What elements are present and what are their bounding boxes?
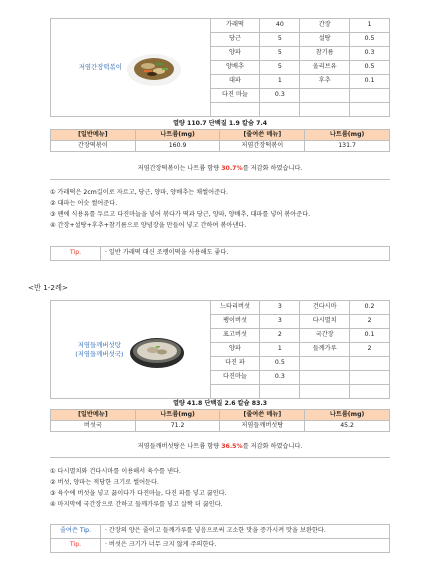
dish1-name-cell [51, 19, 211, 117]
ing-amount: 40 [260, 19, 300, 33]
compare-cell: 저염간장떡볶이 [220, 141, 305, 152]
note-text: 를 저감화 하였습니다. [242, 165, 303, 172]
ing-name [300, 89, 350, 103]
section-title: <반 1-2례> [28, 283, 68, 292]
ing-amount: 0.5 [260, 357, 300, 371]
ing-name: 표고버섯 [210, 329, 260, 343]
ing-name: 들깨가루 [300, 343, 350, 357]
dish1-steps [50, 187, 400, 231]
sodium-reduction-percent: 36.5% [221, 443, 243, 450]
compare-header: [줄여쓴 메뉴] [220, 130, 305, 141]
dish2-name-line2: (저염들깨버섯국) [75, 349, 124, 358]
ing-name: 국간장 [300, 329, 350, 343]
tip-label: Tip. [51, 539, 101, 553]
ing-amount: 3 [260, 315, 300, 329]
step-item: ② 버섯, 양파는 적당한 크기로 썰어둔다. [50, 479, 159, 486]
ing-name [300, 357, 350, 371]
ing-name: 다진 파 [210, 357, 260, 371]
ing-name: 후추 [300, 75, 350, 89]
tip-label-reduced: 줄여쓴 Tip. [51, 525, 101, 539]
ing-amount [350, 357, 390, 371]
dish2-nutrition: 열량 41.8 단백질 2.6 칼슘 83.3 [172, 400, 268, 407]
compare-header: [일반메뉴] [51, 130, 136, 141]
ing-amount: 1 [260, 343, 300, 357]
ing-amount [260, 103, 300, 117]
tip-text: · 간장의 양은 줄이고 들깨가루를 넣음으로써 고소한 맛을 증가시켜 맛을 보완한다. [101, 525, 390, 539]
dish2-tip-table [50, 524, 390, 553]
ing-amount: 0.5 [350, 33, 390, 47]
step-item: ③ 육수에 버섯을 넣고 끓이다가 다진마늘, 다진 파를 넣고 끓인다. [50, 490, 227, 497]
ing-amount: 0.2 [350, 301, 390, 315]
step-item: ② 대파는 어슷 썰어준다. [50, 200, 118, 207]
dish1-name: 저염간장떡볶이 [78, 63, 122, 72]
compare-header: 나트륨(mg) [135, 410, 220, 421]
ing-name: 간장 [300, 19, 350, 33]
ing-amount: 0.5 [350, 61, 390, 75]
dish1-sodium-note [50, 158, 390, 180]
ing-name: 다진마늘 [210, 371, 260, 385]
ing-name: 다진 마늘 [210, 89, 260, 103]
dish2-sodium-compare-table [50, 409, 390, 432]
dish1-ingredient-table [50, 18, 390, 117]
compare-header: 나트륨(mg) [305, 410, 390, 421]
ing-name: 양배추 [210, 61, 260, 75]
ing-name: 올리브유 [300, 61, 350, 75]
ing-name: 양파 [210, 343, 260, 357]
step-item: ① 다시멸치와 건다시마를 이용해서 육수를 낸다. [50, 468, 181, 475]
dish1-tip-table [50, 246, 390, 261]
dish2-name-line1: 저염들깨버섯탕 [77, 340, 121, 349]
step-item: ④ 마지막에 국간장으로 간하고 들깨가루를 넣고 살짝 더 끓인다. [50, 501, 223, 508]
ing-amount [350, 385, 390, 399]
ing-amount: 0.3 [350, 47, 390, 61]
note-text: 저염들깨버섯탕은 나트륨 함량 [137, 443, 222, 450]
dish2-photo [129, 330, 185, 370]
compare-cell: 160.9 [135, 141, 220, 152]
ing-amount: 5 [260, 61, 300, 75]
ing-name [210, 385, 260, 399]
ing-amount: 2 [260, 329, 300, 343]
ing-name: 대파 [210, 75, 260, 89]
ing-name: 팽이버섯 [210, 315, 260, 329]
compare-cell: 131.7 [305, 141, 390, 152]
ing-amount: 0.3 [260, 89, 300, 103]
ing-amount [260, 385, 300, 399]
ing-name: 당근 [210, 33, 260, 47]
ing-amount [350, 371, 390, 385]
dish2-ingredient-block [50, 300, 390, 398]
ing-amount [350, 89, 390, 103]
note-text: 를 저감화 하였습니다. [242, 443, 303, 450]
ing-amount: 5 [260, 47, 300, 61]
compare-cell: 71.2 [135, 421, 220, 432]
compare-header: [일반메뉴] [51, 410, 136, 421]
ing-amount: 1 [350, 19, 390, 33]
compare-header: [줄여쓴 메뉴] [220, 410, 305, 421]
dish1-nutrition: 열량 110.7 단백질 1.9 칼슘 7.4 [172, 120, 268, 127]
step-item: ③ 팬에 식용유를 두르고 다진마늘을 넣어 볶다가 떡과 당근, 양파, 양배추, 대파를 넣어 볶아준다. [50, 211, 311, 218]
ing-name: 느타리버섯 [210, 301, 260, 315]
ing-amount: 5 [260, 33, 300, 47]
ing-name [210, 103, 260, 117]
compare-cell: 버섯국 [51, 421, 136, 432]
dish1-ingredient-block [50, 18, 390, 116]
note-text: 저염간장떡볶이는 나트륨 함량 [137, 165, 222, 172]
ing-name: 참기름 [300, 47, 350, 61]
ing-name [300, 103, 350, 117]
tip-label: Tip. [51, 247, 101, 261]
dish2-steps [50, 466, 400, 510]
ing-amount [350, 103, 390, 117]
ing-amount: 2 [350, 315, 390, 329]
ing-amount: 3 [260, 301, 300, 315]
dish2-name [75, 341, 123, 358]
ing-amount: 0.1 [350, 75, 390, 89]
ing-name: 설탕 [300, 33, 350, 47]
ing-name: 양파 [210, 47, 260, 61]
compare-cell: 저염들깨버섯탕 [220, 421, 305, 432]
ing-name: 건다시마 [300, 301, 350, 315]
compare-header: 나트륨(mg) [135, 130, 220, 141]
ing-amount: 0.3 [260, 371, 300, 385]
ing-name [300, 371, 350, 385]
dish2-sodium-note [50, 436, 390, 458]
tip-text: · 버섯은 크기가 너무 크지 않게 주의한다. [101, 539, 390, 553]
step-item: ④ 간장+설탕+후추+참기름으로 양념장을 만들어 넣고 간하여 볶아낸다. [50, 222, 247, 229]
ing-amount: 0.1 [350, 329, 390, 343]
compare-header: 나트륨(mg) [305, 130, 390, 141]
step-item: ① 가래떡은 2cm길이로 자르고, 당근, 양파, 양배추는 채썰어준다. [50, 189, 229, 196]
dish1-photo [126, 48, 182, 88]
ing-amount: 2 [350, 343, 390, 357]
ing-name [300, 385, 350, 399]
ing-amount: 1 [260, 75, 300, 89]
ing-name: 다시멸치 [300, 315, 350, 329]
dish2-name-cell [51, 301, 211, 399]
tip-text: · 일반 가래떡 대신 조랭이떡을 사용해도 좋다. [101, 247, 390, 261]
compare-cell: 간장떡볶이 [51, 141, 136, 152]
dish2-ingredient-table [50, 300, 390, 399]
dish1-sodium-compare-table [50, 129, 390, 152]
ing-name: 가래떡 [210, 19, 260, 33]
compare-cell: 45.2 [305, 421, 390, 432]
sodium-reduction-percent: 30.7% [221, 165, 243, 172]
